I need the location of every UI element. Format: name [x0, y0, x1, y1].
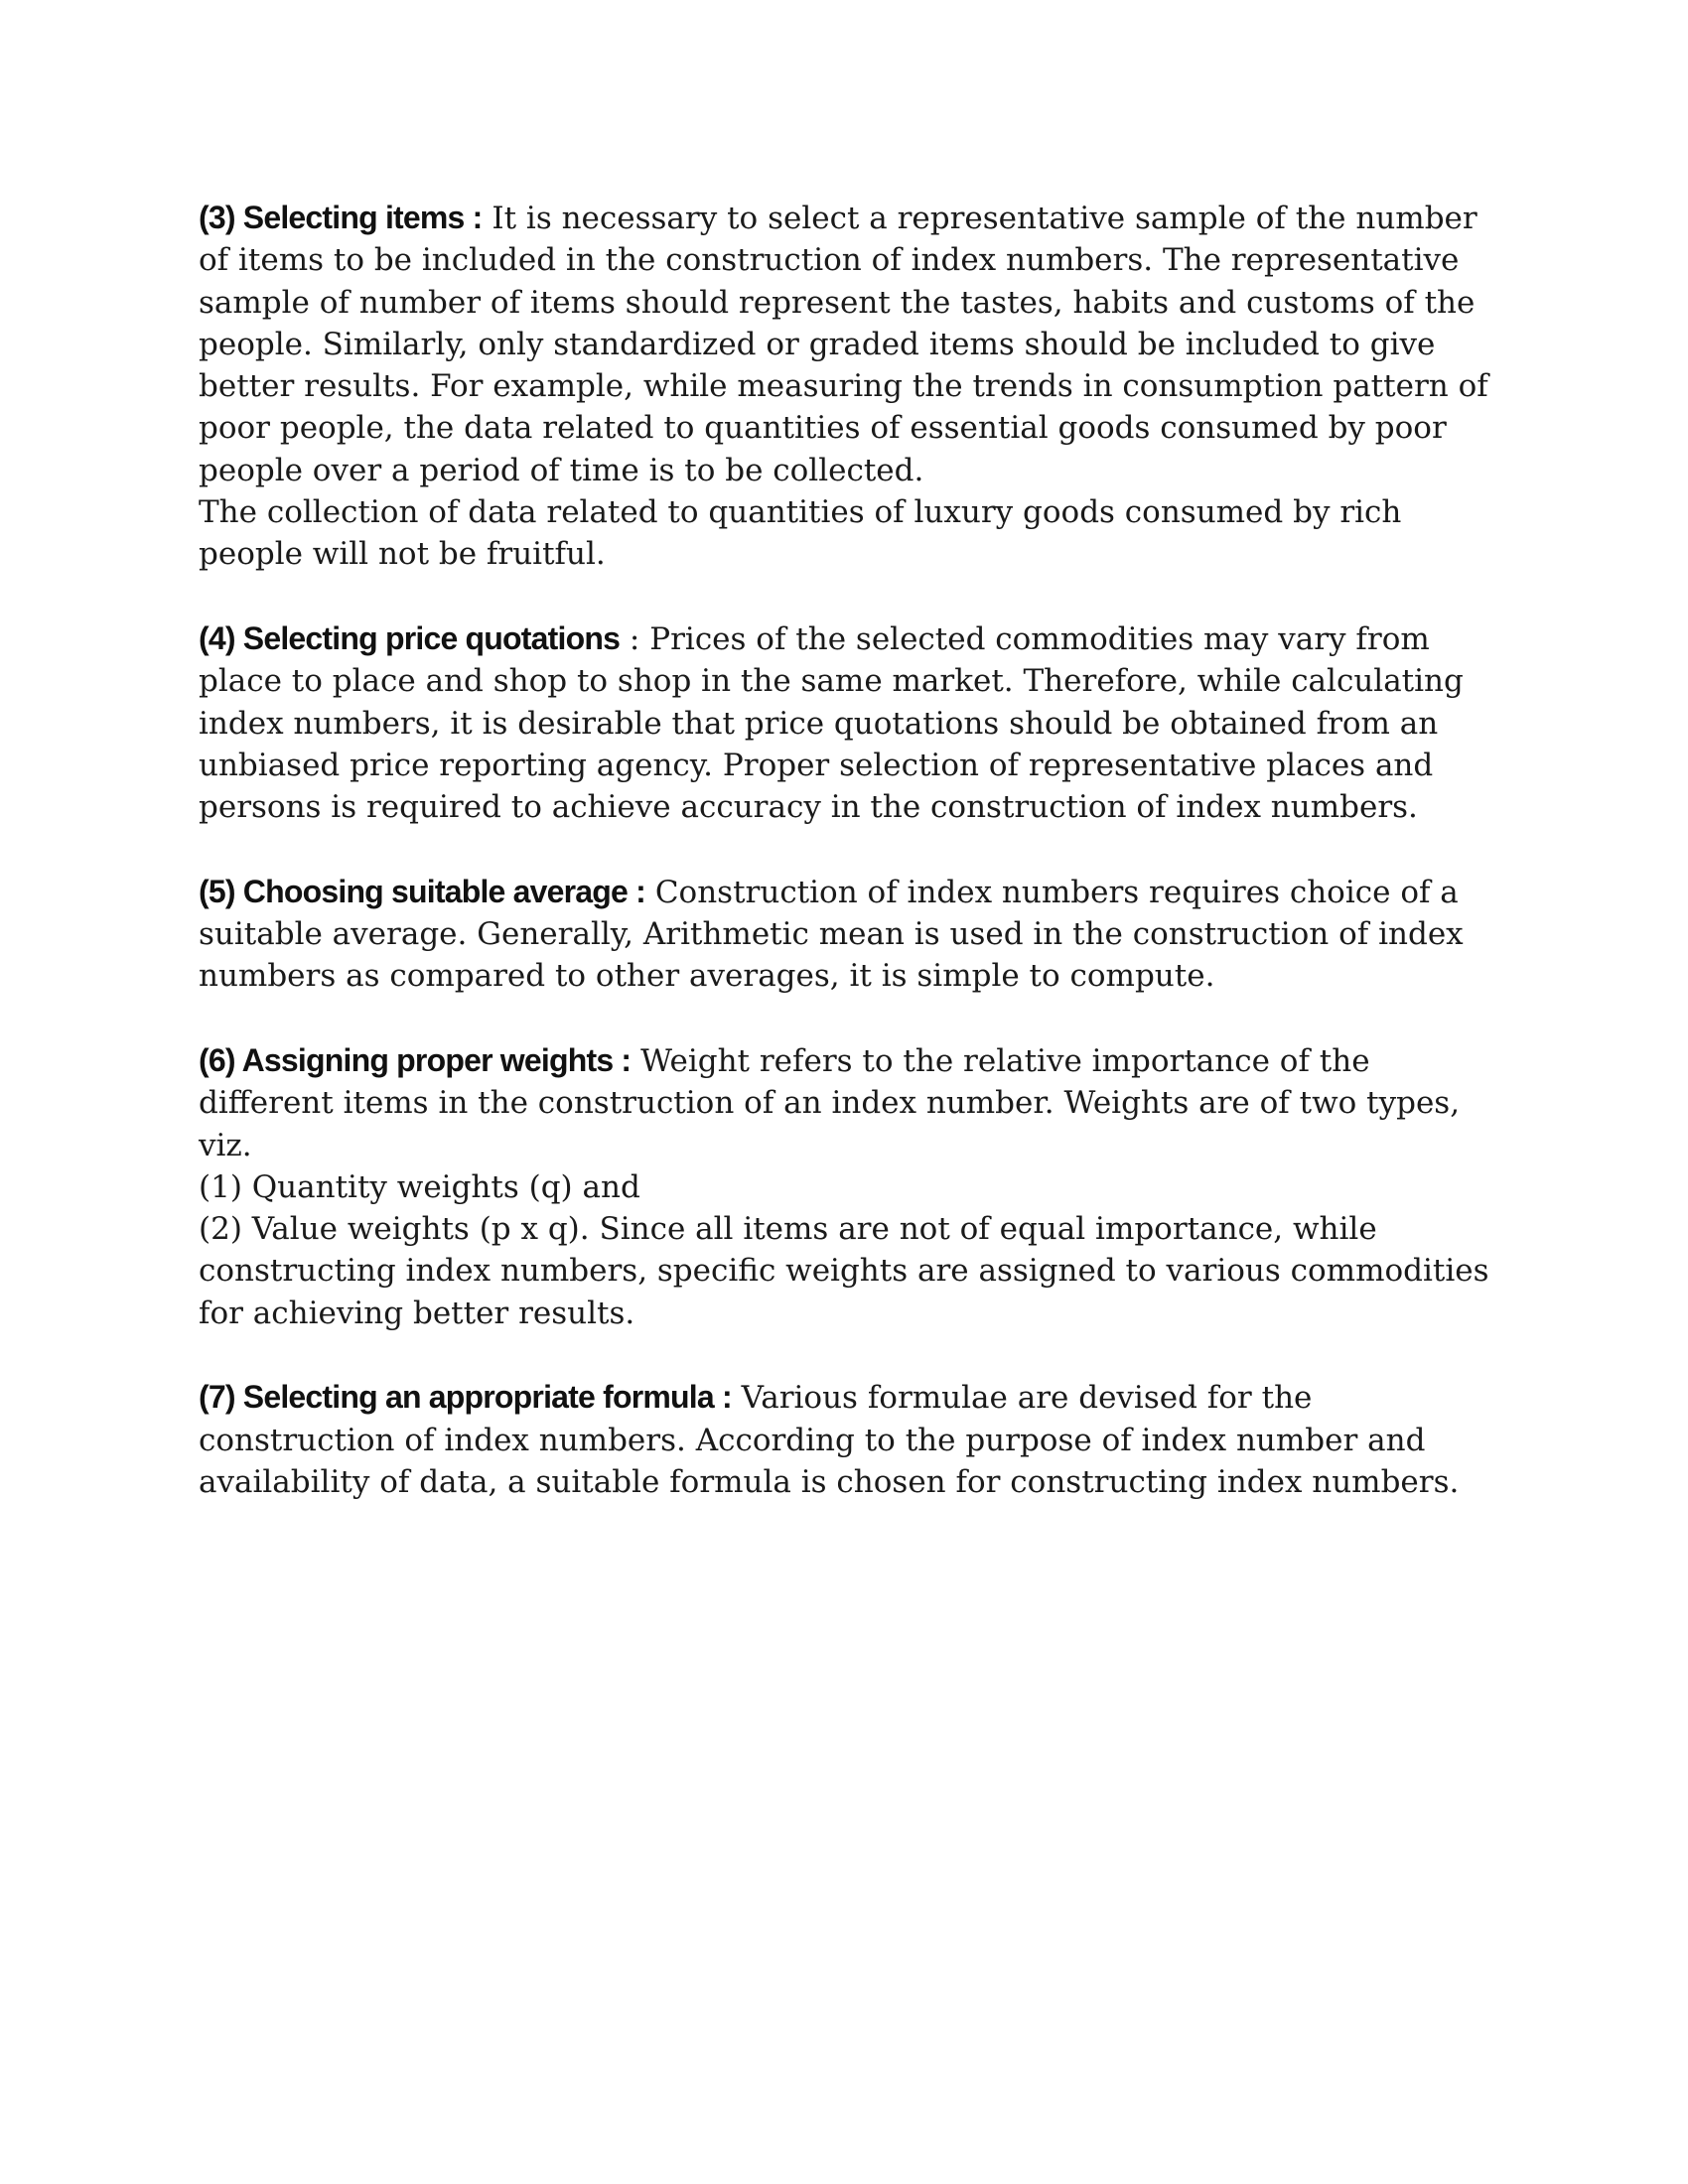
- section-heading: (7) Selecting an appropriate formula :: [199, 1379, 732, 1416]
- section-line: The collection of data related to quantities of luxury goods consumed by rich people will not be fruitful.: [199, 494, 1402, 573]
- section-choosing-suitable-average: [199, 871, 1499, 998]
- section-heading: (4) Selecting price quotations: [199, 619, 621, 656]
- section-body: : Prices of the selected commodities may vary from place to place and shop to shop in the same market. Therefore, while calculating index numbers, it is desirable that price quotations should be obtained from an unbiased price reporting agency. Proper selection of representative places and persons is required to achieve accuracy in the construction of index numbers.: [199, 620, 1464, 826]
- section-assigning-proper-weights: [199, 1039, 1499, 1334]
- section-body: It is necessary to select a representative sample of the number of items to be included in the construction of index numbers. The representative sample of number of items should represent the tastes, habits and customs of the people. Similarly, only standardized or graded items should be included to give better results. For example, while measuring the trends in consumption pattern of poor people, the data related to quantities of essential goods consumed by poor people over a period of time is to be collected.: [199, 201, 1488, 488]
- section-body: Weight refers to the relative importance of the different items in the construction of an index number. Weights are of two types, viz.: [199, 1042, 1461, 1163]
- document-body: [199, 197, 1499, 1503]
- section-body: Construction of index numbers requires choice of a suitable average. Generally, Arithmetic mean is used in the construction of index numbers as compared to other averages, it is simple to compute.: [199, 874, 1464, 995]
- section-body: Various formulae are devised for the construction of index numbers. According to the purpose of index number and availability of data, a suitable formula is chosen for constructing index numbers.: [199, 1380, 1460, 1500]
- section-heading: (5) Choosing suitable average :: [199, 873, 645, 909]
- section-selecting-price-quotations: [199, 617, 1499, 828]
- section-heading: (3) Selecting items :: [199, 200, 483, 235]
- section-heading: (6) Assigning proper weights :: [199, 1041, 632, 1078]
- section-line: (1) Quantity weights (q) and: [199, 1168, 640, 1205]
- section-selecting-appropriate-formula: [199, 1376, 1499, 1503]
- section-selecting-items: [199, 197, 1499, 576]
- section-line: (2) Value weights (p x q). Since all items are not of equal importance, while constructing index numbers, specific weights are assigned to various commodities for achieving better results.: [199, 1211, 1489, 1331]
